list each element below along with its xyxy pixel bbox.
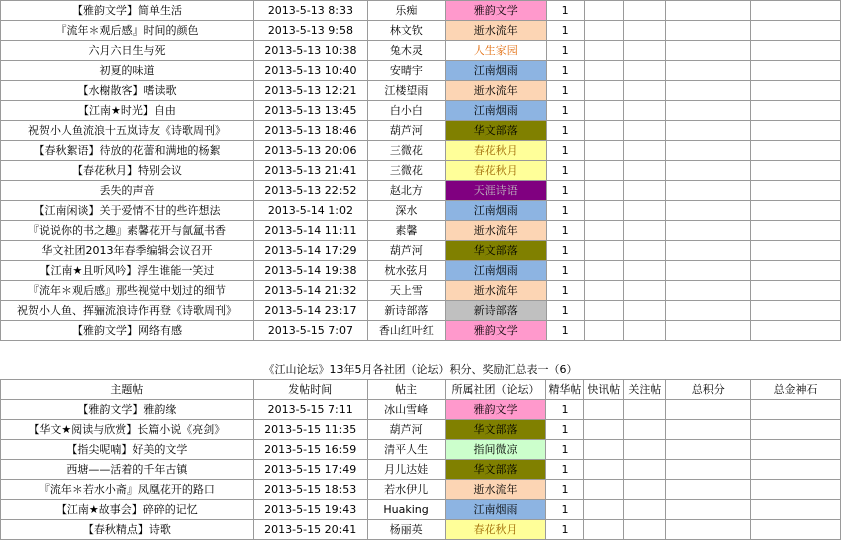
cell-total-score xyxy=(666,301,751,321)
cell-total-score xyxy=(666,241,751,261)
table-row xyxy=(1,400,841,420)
cell-news xyxy=(584,61,624,81)
cell-news xyxy=(584,121,624,141)
cell-time: 2013-5-15 11:35 xyxy=(253,420,367,440)
cell-author: 乐痴 xyxy=(367,1,445,21)
cell-news xyxy=(584,21,624,41)
cell-total-stones xyxy=(751,61,841,81)
cell-group: 逝水流年 xyxy=(445,81,546,101)
cell-total-score xyxy=(666,500,751,520)
cell-featured: 1 xyxy=(546,101,584,121)
cell-total-score xyxy=(666,61,751,81)
cell-total-stones xyxy=(751,301,841,321)
cell-topic: 【江南★故事会】碎碎的记忆 xyxy=(1,500,254,520)
header-cell: 关注帖 xyxy=(624,380,666,400)
cell-total-stones xyxy=(751,241,841,261)
cell-topic: 华文社团2013年春季编辑会议召开 xyxy=(1,241,254,261)
table-row xyxy=(1,500,841,520)
cell-follow xyxy=(624,400,666,420)
cell-group: 雅韵文学 xyxy=(445,321,546,341)
cell-total-stones xyxy=(751,321,841,341)
cell-author: 三微花 xyxy=(367,161,445,181)
cell-topic: 『流年＊若水小斋』凤凰花开的路口 xyxy=(1,480,254,500)
cell-total-stones xyxy=(751,221,841,241)
cell-group: 逝水流年 xyxy=(445,281,546,301)
cell-featured: 1 xyxy=(546,321,584,341)
cell-follow xyxy=(624,101,666,121)
cell-total-stones xyxy=(751,41,841,61)
table-row xyxy=(1,261,841,281)
cell-group: 江南烟雨 xyxy=(445,261,546,281)
cell-total-stones xyxy=(751,101,841,121)
cell-author: 葫芦河 xyxy=(367,420,445,440)
table-row xyxy=(1,221,841,241)
cell-follow xyxy=(624,81,666,101)
cell-follow xyxy=(624,261,666,281)
cell-total-score xyxy=(666,21,751,41)
cell-featured: 1 xyxy=(546,141,584,161)
cell-follow xyxy=(624,420,666,440)
cell-author: 枕水弦月 xyxy=(367,261,445,281)
cell-news xyxy=(584,420,624,440)
cell-time: 2013-5-13 21:41 xyxy=(253,161,367,181)
cell-follow xyxy=(624,1,666,21)
cell-news xyxy=(584,181,624,201)
cell-group: 江南烟雨 xyxy=(445,500,546,520)
cell-total-stones xyxy=(751,480,841,500)
cell-group: 雅韵文学 xyxy=(445,1,546,21)
cell-total-score xyxy=(666,261,751,281)
cell-author: 兔木灵 xyxy=(367,41,445,61)
cell-topic: 【水榭散客】嗜读歌 xyxy=(1,81,254,101)
cell-featured: 1 xyxy=(546,520,584,540)
cell-author: 安晴宇 xyxy=(367,61,445,81)
cell-topic: 【雅韵文学】简单生活 xyxy=(1,1,254,21)
cell-author: 三微花 xyxy=(367,141,445,161)
cell-news xyxy=(584,440,624,460)
cell-news xyxy=(584,221,624,241)
cell-news xyxy=(584,81,624,101)
header-cell: 精华帖 xyxy=(546,380,584,400)
cell-news xyxy=(584,241,624,261)
header-cell: 帖主 xyxy=(367,380,445,400)
cell-time: 2013-5-14 1:02 xyxy=(253,201,367,221)
cell-topic: 六月六日生与死 xyxy=(1,41,254,61)
cell-total-score xyxy=(666,400,751,420)
header-cell: 所属社团（论坛） xyxy=(445,380,546,400)
cell-news xyxy=(584,460,624,480)
cell-featured: 1 xyxy=(546,41,584,61)
cell-total-stones xyxy=(751,81,841,101)
cell-featured: 1 xyxy=(546,201,584,221)
table-row xyxy=(1,281,841,301)
cell-featured: 1 xyxy=(546,21,584,41)
cell-total-score xyxy=(666,440,751,460)
cell-group: 逝水流年 xyxy=(445,21,546,41)
cell-featured: 1 xyxy=(546,61,584,81)
cell-follow xyxy=(624,21,666,41)
cell-total-stones xyxy=(751,420,841,440)
table-row xyxy=(1,201,841,221)
cell-time: 2013-5-15 7:11 xyxy=(253,400,367,420)
cell-group: 华文部落 xyxy=(445,460,546,480)
cell-total-score xyxy=(666,201,751,221)
cell-news xyxy=(584,281,624,301)
cell-time: 2013-5-15 19:43 xyxy=(253,500,367,520)
cell-author: 冰山雪峰 xyxy=(367,400,445,420)
cell-total-stones xyxy=(751,460,841,480)
cell-group: 天涯诗语 xyxy=(445,181,546,201)
cell-total-score xyxy=(666,41,751,61)
header-cell: 发帖时间 xyxy=(253,380,367,400)
cell-news xyxy=(584,480,624,500)
cell-total-score xyxy=(666,520,751,540)
table-row xyxy=(1,520,841,540)
cell-featured: 1 xyxy=(546,440,584,460)
table-row xyxy=(1,460,841,480)
cell-group: 人生家园 xyxy=(445,41,546,61)
cell-follow xyxy=(624,520,666,540)
cell-featured: 1 xyxy=(546,400,584,420)
cell-featured: 1 xyxy=(546,420,584,440)
cell-follow xyxy=(624,221,666,241)
cell-topic: 祝贺小人鱼、挥骊流浪诗作再登《诗歌周刊》 xyxy=(1,301,254,321)
cell-featured: 1 xyxy=(546,161,584,181)
cell-news xyxy=(584,400,624,420)
cell-featured: 1 xyxy=(546,301,584,321)
cell-total-score xyxy=(666,181,751,201)
cell-author: 白小白 xyxy=(367,101,445,121)
header-cell: 主题帖 xyxy=(1,380,254,400)
cell-total-score xyxy=(666,221,751,241)
cell-author: 素馨 xyxy=(367,221,445,241)
cell-total-score xyxy=(666,480,751,500)
header-cell: 总金神石 xyxy=(751,380,841,400)
cell-time: 2013-5-14 21:32 xyxy=(253,281,367,301)
cell-total-stones xyxy=(751,141,841,161)
cell-topic: 【江南闲谈】关于爱情不甘的些许想法 xyxy=(1,201,254,221)
cell-follow xyxy=(624,61,666,81)
cell-time: 2013-5-15 16:59 xyxy=(253,440,367,460)
cell-featured: 1 xyxy=(546,480,584,500)
header-cell: 总积分 xyxy=(666,380,751,400)
cell-time: 2013-5-15 20:41 xyxy=(253,520,367,540)
cell-topic: 『流年＊观后感』那些视觉中划过的细节 xyxy=(1,281,254,301)
cell-topic: 【雅韵文学】网络有感 xyxy=(1,321,254,341)
cell-news xyxy=(584,201,624,221)
cell-author: 江楼望雨 xyxy=(367,81,445,101)
cell-follow xyxy=(624,41,666,61)
cell-total-stones xyxy=(751,440,841,460)
cell-author: 月儿达娃 xyxy=(367,460,445,480)
cell-total-stones xyxy=(751,261,841,281)
table-row xyxy=(1,101,841,121)
cell-featured: 1 xyxy=(546,1,584,21)
cell-follow xyxy=(624,241,666,261)
cell-follow xyxy=(624,321,666,341)
cell-news xyxy=(584,101,624,121)
header-cell: 快讯帖 xyxy=(584,380,624,400)
score-table-part2 xyxy=(0,379,841,540)
cell-follow xyxy=(624,460,666,480)
cell-topic: 【雅韵文学】雅韵缘 xyxy=(1,400,254,420)
cell-group: 江南烟雨 xyxy=(445,201,546,221)
cell-topic: 祝贺小人鱼流浪十五岚诗友《诗歌周刊》 xyxy=(1,121,254,141)
cell-follow xyxy=(624,301,666,321)
table-row xyxy=(1,21,841,41)
cell-topic: 丢失的声音 xyxy=(1,181,254,201)
cell-featured: 1 xyxy=(546,181,584,201)
cell-total-score xyxy=(666,420,751,440)
cell-news xyxy=(584,520,624,540)
cell-news xyxy=(584,301,624,321)
cell-featured: 1 xyxy=(546,81,584,101)
cell-total-stones xyxy=(751,400,841,420)
cell-featured: 1 xyxy=(546,281,584,301)
cell-total-score xyxy=(666,81,751,101)
table-row xyxy=(1,301,841,321)
cell-total-score xyxy=(666,121,751,141)
cell-author: 天上雪 xyxy=(367,281,445,301)
table-title: 《江山论坛》13年5月各社团（论坛）积分、奖励汇总表一（6） xyxy=(263,363,578,376)
table-row xyxy=(1,181,841,201)
cell-total-score xyxy=(666,1,751,21)
cell-author: 葫芦河 xyxy=(367,121,445,141)
cell-time: 2013-5-13 10:40 xyxy=(253,61,367,81)
table-row xyxy=(1,61,841,81)
table-row xyxy=(1,81,841,101)
cell-time: 2013-5-14 11:11 xyxy=(253,221,367,241)
cell-follow xyxy=(624,440,666,460)
cell-group: 雅韵文学 xyxy=(445,400,546,420)
cell-group: 华文部落 xyxy=(445,420,546,440)
table-row xyxy=(1,440,841,460)
cell-group: 逝水流年 xyxy=(445,480,546,500)
cell-author: 若水伊儿 xyxy=(367,480,445,500)
cell-topic: 【江南★时光】自由 xyxy=(1,101,254,121)
cell-news xyxy=(584,161,624,181)
cell-total-stones xyxy=(751,181,841,201)
cell-total-stones xyxy=(751,21,841,41)
cell-time: 2013-5-13 18:46 xyxy=(253,121,367,141)
header-row xyxy=(1,380,841,400)
cell-featured: 1 xyxy=(546,500,584,520)
cell-news xyxy=(584,321,624,341)
cell-time: 2013-5-14 17:29 xyxy=(253,241,367,261)
cell-group: 新诗部落 xyxy=(445,301,546,321)
cell-group: 春花秋月 xyxy=(445,161,546,181)
cell-time: 2013-5-13 12:21 xyxy=(253,81,367,101)
cell-topic: 『流年＊观后感』时间的颜色 xyxy=(1,21,254,41)
cell-topic: 西塘——活着的千年古镇 xyxy=(1,460,254,480)
cell-total-score xyxy=(666,161,751,181)
cell-topic: 【春花秋月】特别会议 xyxy=(1,161,254,181)
cell-author: 杨丽英 xyxy=(367,520,445,540)
table-row xyxy=(1,480,841,500)
cell-total-stones xyxy=(751,161,841,181)
cell-follow xyxy=(624,181,666,201)
cell-news xyxy=(584,41,624,61)
cell-time: 2013-5-13 8:33 xyxy=(253,1,367,21)
cell-topic: 【指尖呢喃】好美的文学 xyxy=(1,440,254,460)
cell-group: 春花秋月 xyxy=(445,141,546,161)
cell-total-stones xyxy=(751,1,841,21)
cell-total-stones xyxy=(751,201,841,221)
cell-total-score xyxy=(666,460,751,480)
cell-featured: 1 xyxy=(546,121,584,141)
cell-author: 林文钦 xyxy=(367,21,445,41)
cell-topic: 初夏的味道 xyxy=(1,61,254,81)
cell-total-stones xyxy=(751,281,841,301)
cell-time: 2013-5-15 7:07 xyxy=(253,321,367,341)
cell-total-score xyxy=(666,101,751,121)
table-row xyxy=(1,321,841,341)
cell-time: 2013-5-13 13:45 xyxy=(253,101,367,121)
cell-time: 2013-5-14 19:38 xyxy=(253,261,367,281)
cell-author: 深水 xyxy=(367,201,445,221)
cell-news xyxy=(584,1,624,21)
cell-time: 2013-5-15 18:53 xyxy=(253,480,367,500)
cell-topic: 【华文★阅读与欣赏】长篇小说《亮剑》 xyxy=(1,420,254,440)
cell-featured: 1 xyxy=(546,241,584,261)
cell-author: 赵北方 xyxy=(367,181,445,201)
cell-author: 葫芦河 xyxy=(367,241,445,261)
cell-follow xyxy=(624,201,666,221)
cell-news xyxy=(584,500,624,520)
table-row xyxy=(1,41,841,61)
cell-topic: 【江南★且听风吟】浮生谁能一笑过 xyxy=(1,261,254,281)
table-row xyxy=(1,121,841,141)
cell-group: 春花秋月 xyxy=(445,520,546,540)
table-row xyxy=(1,141,841,161)
cell-total-score xyxy=(666,321,751,341)
cell-total-stones xyxy=(751,500,841,520)
cell-total-score xyxy=(666,141,751,161)
cell-total-stones xyxy=(751,520,841,540)
cell-time: 2013-5-13 22:52 xyxy=(253,181,367,201)
table-row xyxy=(1,1,841,21)
cell-group: 华文部落 xyxy=(445,241,546,261)
cell-group: 逝水流年 xyxy=(445,221,546,241)
cell-featured: 1 xyxy=(546,221,584,241)
cell-topic: 『说说你的书之趣』素馨花开与氤氲书香 xyxy=(1,221,254,241)
cell-total-score xyxy=(666,281,751,301)
cell-follow xyxy=(624,281,666,301)
cell-author: 新诗部落 xyxy=(367,301,445,321)
cell-follow xyxy=(624,161,666,181)
cell-featured: 1 xyxy=(546,261,584,281)
table-row xyxy=(1,161,841,181)
cell-time: 2013-5-13 20:06 xyxy=(253,141,367,161)
cell-total-stones xyxy=(751,121,841,141)
cell-group: 华文部落 xyxy=(445,121,546,141)
cell-follow xyxy=(624,480,666,500)
cell-time: 2013-5-14 23:17 xyxy=(253,301,367,321)
cell-follow xyxy=(624,121,666,141)
cell-time: 2013-5-13 10:38 xyxy=(253,41,367,61)
cell-topic: 【春秋精点】诗歌 xyxy=(1,520,254,540)
cell-news xyxy=(584,141,624,161)
cell-featured: 1 xyxy=(546,460,584,480)
table-row xyxy=(1,420,841,440)
cell-author: 清平人生 xyxy=(367,440,445,460)
cell-author: Huaking xyxy=(367,500,445,520)
cell-time: 2013-5-13 9:58 xyxy=(253,21,367,41)
cell-author: 香山红叶红 xyxy=(367,321,445,341)
cell-group: 指间微凉 xyxy=(445,440,546,460)
cell-group: 江南烟雨 xyxy=(445,101,546,121)
cell-follow xyxy=(624,141,666,161)
cell-time: 2013-5-15 17:49 xyxy=(253,460,367,480)
cell-topic: 【春秋絮语】待放的花蕾和满地的杨絮 xyxy=(1,141,254,161)
cell-follow xyxy=(624,500,666,520)
cell-news xyxy=(584,261,624,281)
cell-group: 江南烟雨 xyxy=(445,61,546,81)
table-row xyxy=(1,241,841,261)
